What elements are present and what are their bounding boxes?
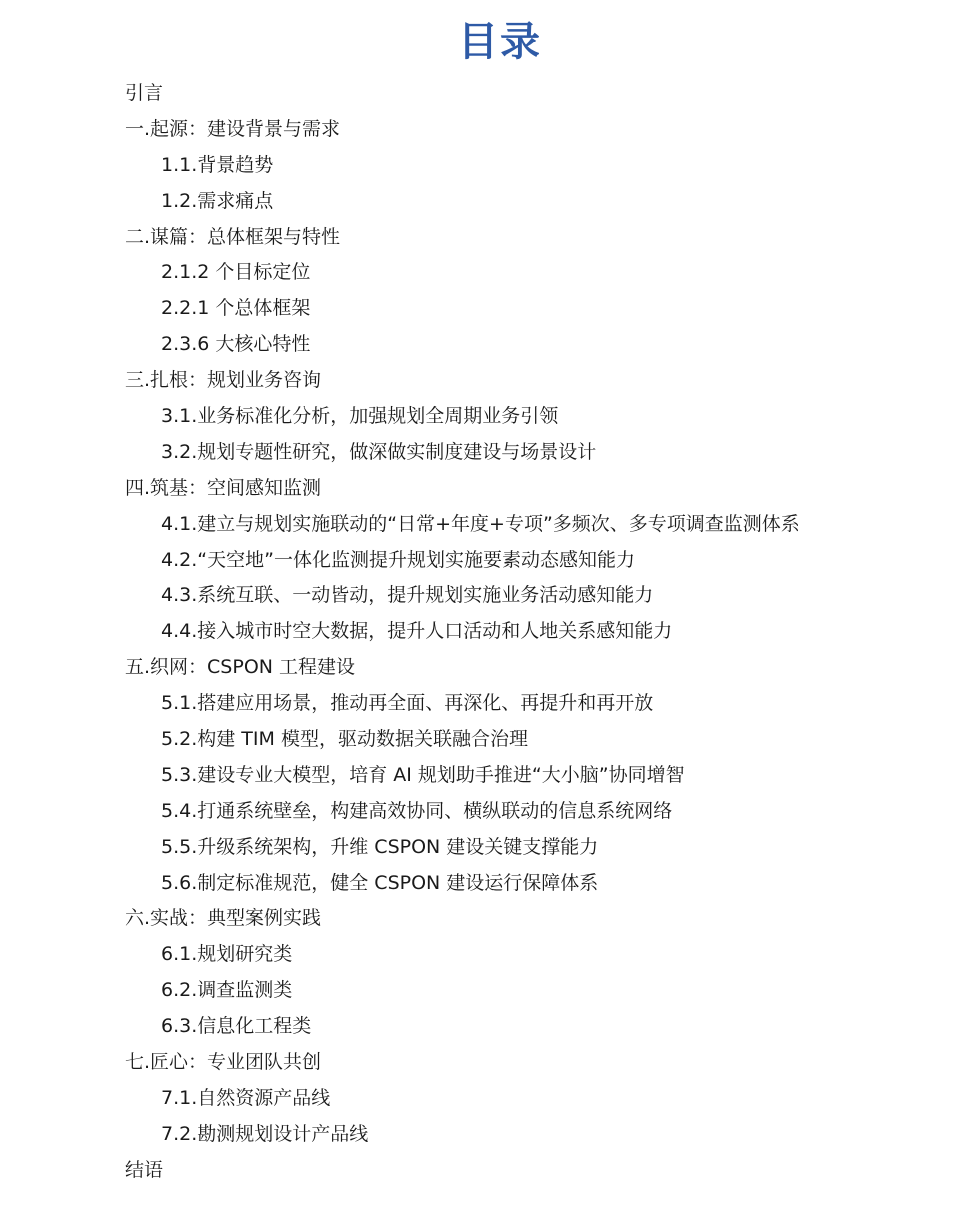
toc-list xyxy=(125,76,945,1189)
toc-chapter-entry[interactable]: 结语 xyxy=(125,1158,164,1181)
toc-chapter-entry[interactable]: 五.织网：CSPON 工程建设 xyxy=(125,656,356,679)
toc-section-entry[interactable]: 2.1.2 个目标定位 xyxy=(161,261,311,284)
page-title: 目录 xyxy=(458,19,542,65)
toc-section-entry[interactable]: 4.2.“天空地”一体化监测提升规划实施要素动态感知能力 xyxy=(161,548,635,571)
toc-chapter-entry[interactable]: 七.匠心：专业团队共创 xyxy=(125,1051,322,1074)
toc-section-entry[interactable]: 5.5.升级系统架构，升维 CSPON 建设关键支撑能力 xyxy=(161,835,599,858)
toc-section-entry[interactable]: 4.4.接入城市时空大数据，提升人口活动和人地关系感知能力 xyxy=(161,620,673,643)
toc-section-entry[interactable]: 4.3.系统互联、一动皆动，提升规划实施业务活动感知能力 xyxy=(161,584,654,607)
toc-section-entry[interactable]: 3.2.规划专题性研究，做深做实制度建设与场景设计 xyxy=(161,440,597,463)
toc-chapter-entry[interactable]: 六.实战：典型案例实践 xyxy=(125,907,322,930)
toc-section-entry[interactable]: 7.1.自然资源产品线 xyxy=(161,1086,331,1109)
toc-section-entry[interactable]: 5.1.搭建应用场景，推动再全面、再深化、再提升和再开放 xyxy=(161,692,654,715)
toc-section-entry[interactable]: 5.6.制定标准规范，健全 CSPON 建设运行保障体系 xyxy=(161,871,599,894)
toc-section-entry[interactable]: 2.2.1 个总体框架 xyxy=(161,297,311,320)
toc-section-entry[interactable]: 1.1.背景趋势 xyxy=(161,153,274,176)
toc-section-entry[interactable]: 7.2.勘测规划设计产品线 xyxy=(161,1122,369,1145)
toc-section-entry[interactable]: 6.1.规划研究类 xyxy=(161,943,293,966)
toc-section-entry[interactable]: 2.3.6 大核心特性 xyxy=(161,333,311,356)
toc-section-entry[interactable]: 4.1.建立与规划实施联动的“日常+年度+专项”多频次、多专项调查监测体系 xyxy=(161,512,800,535)
toc-section-entry[interactable]: 6.2.调查监测类 xyxy=(161,979,293,1002)
toc-chapter-entry[interactable]: 四.筑基：空间感知监测 xyxy=(125,476,322,499)
toc-section-entry[interactable]: 5.2.构建 TIM 模型，驱动数据关联融合治理 xyxy=(161,728,528,751)
toc-chapter-entry[interactable]: 三.扎根：规划业务咨询 xyxy=(125,369,322,392)
toc-section-entry[interactable]: 1.2.需求痛点 xyxy=(161,189,274,212)
toc-section-entry[interactable]: 5.3.建设专业大模型，培育 AI 规划助手推进“大小脑”协同增智 xyxy=(161,763,685,786)
toc-section-entry[interactable]: 6.3.信息化工程类 xyxy=(161,1015,312,1038)
toc-chapter-entry[interactable]: 引言 xyxy=(125,82,164,104)
toc-section-entry[interactable]: 3.1.业务标准化分析，加强规划全周期业务引领 xyxy=(161,405,559,428)
toc-chapter-entry[interactable]: 二.谋篇：总体框架与特性 xyxy=(125,225,341,248)
toc-section-entry[interactable]: 5.4.打通系统壁垒，构建高效协同、横纵联动的信息系统网络 xyxy=(161,799,673,822)
toc-chapter-entry[interactable]: 一.起源：建设背景与需求 xyxy=(125,117,341,140)
